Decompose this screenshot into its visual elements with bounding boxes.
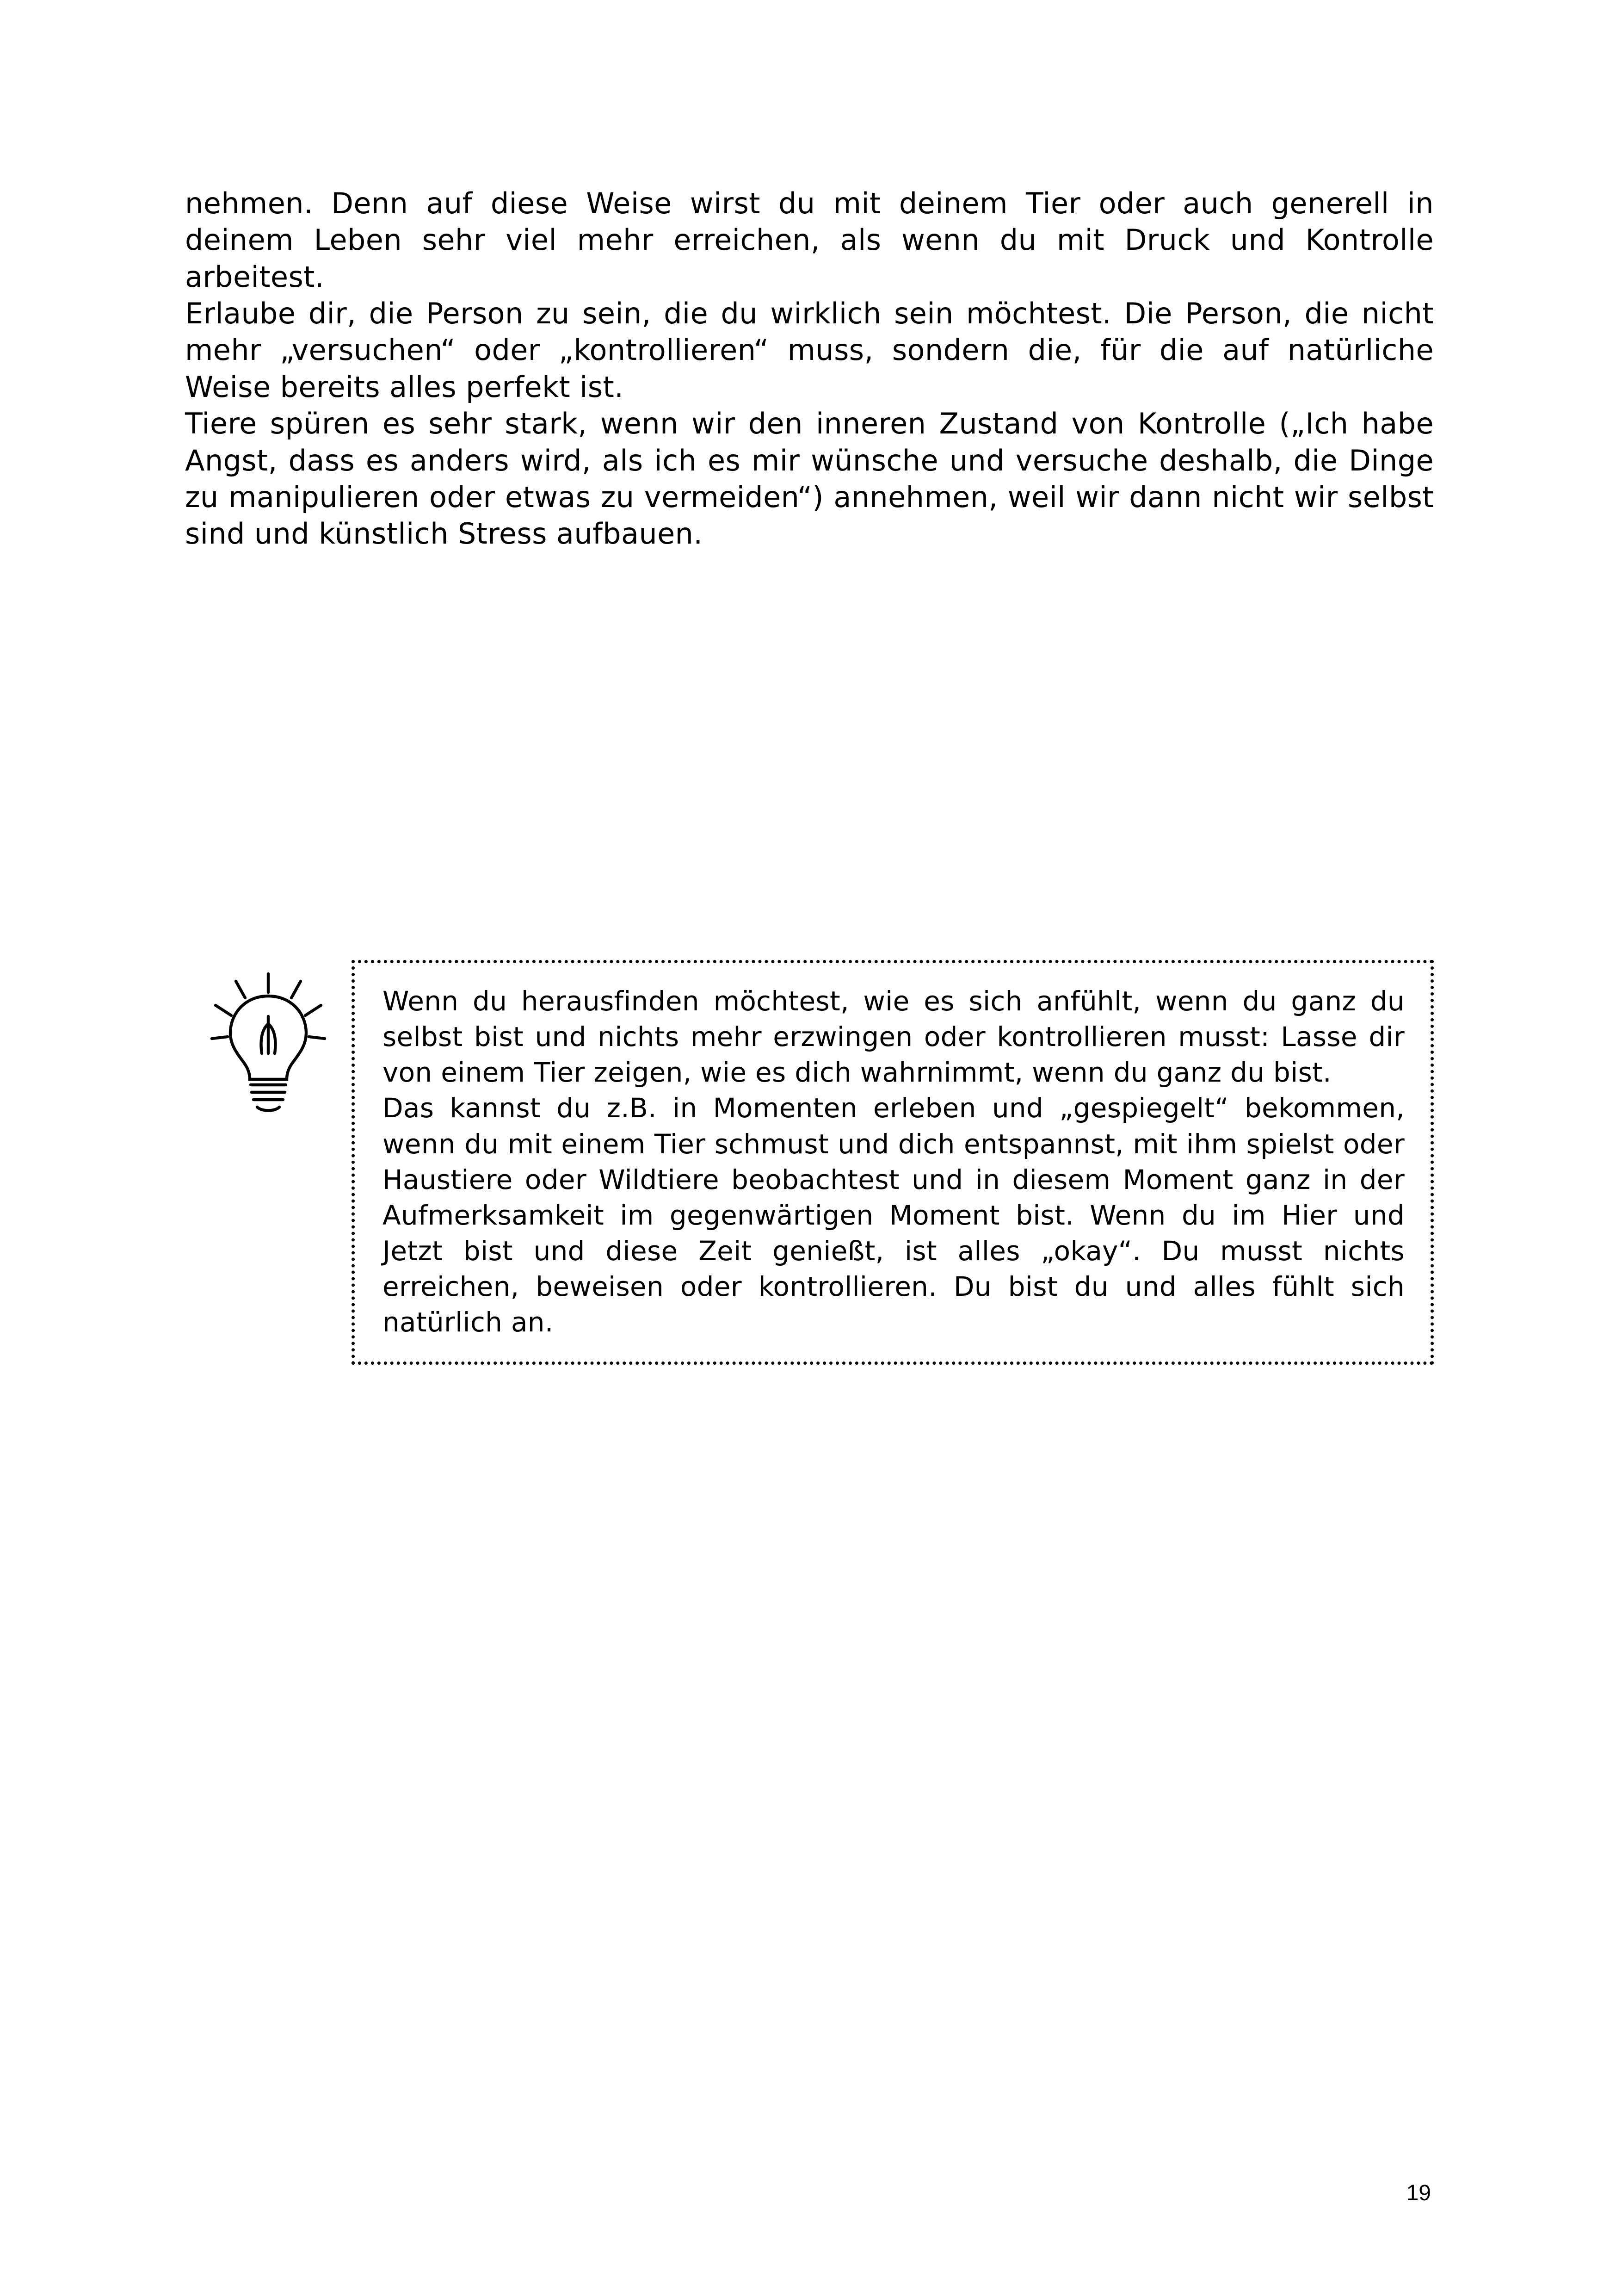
lightbulb-icon (185, 960, 352, 1121)
callout-paragraph-2: Das kannst du z.B. in Momenten erleben und „gespiegelt“ bekommen, wenn du mit einem Tier schmust und dich entspannst, mit ihm spielst oder Haustiere oder Wildtiere beobachtest und in diesem Moment ganz in der Aufmerksamkeit im gegenwärtigen Moment bist. Wenn du im Hier und Jetzt bist und diese Zeit genießt, ist alles „okay“. Du musst nichts erreichen, beweisen oder kontrollieren. Du bist du und alles fühlt sich natürlich an. (382, 1092, 1405, 1338)
paragraph-1: nehmen. Denn auf diese Weise wirst du mit deinem Tier oder auch generell in deinem Leben sehr viel mehr erreichen, als wenn du mit Druck und Kontrolle arbeitest. (185, 186, 1434, 294)
callout-paragraph-1: Wenn du herausfinden möchtest, wie es sich anfühlt, wenn du ganz du selbst bist und nichts mehr erzwingen oder kontrollieren musst: Lasse dir von einem Tier zeigen, wie es dich wahrnimmt, wenn du ganz du bist. (382, 985, 1405, 1089)
callout-box (352, 960, 1434, 1365)
callout-text-block (382, 984, 1405, 1340)
paragraph-3: Tiere spüren es sehr stark, wenn wir den inneren Zustand von Kontrolle („Ich habe Angst, dass es anders wird, als ich es mir wünsche und versuche deshalb, die Dinge zu manipulieren oder etwas zu vermeiden“) annehmen, weil wir dann nicht wir selbst sind und künstlich Stress aufbauen. (185, 407, 1434, 551)
body-text-block (185, 185, 1434, 552)
paragraph-2: Erlaube dir, die Person zu sein, die du wirklich sein möchtest. Die Person, die nicht mehr „versuchen“ oder „kontrollieren“ muss, sondern die, für die auf natürliche Weise bereits alles perfekt ist. (185, 297, 1434, 404)
main-text-column (185, 185, 1434, 552)
tip-callout (185, 960, 1434, 1365)
page-number: 19 (1406, 2181, 1431, 2205)
